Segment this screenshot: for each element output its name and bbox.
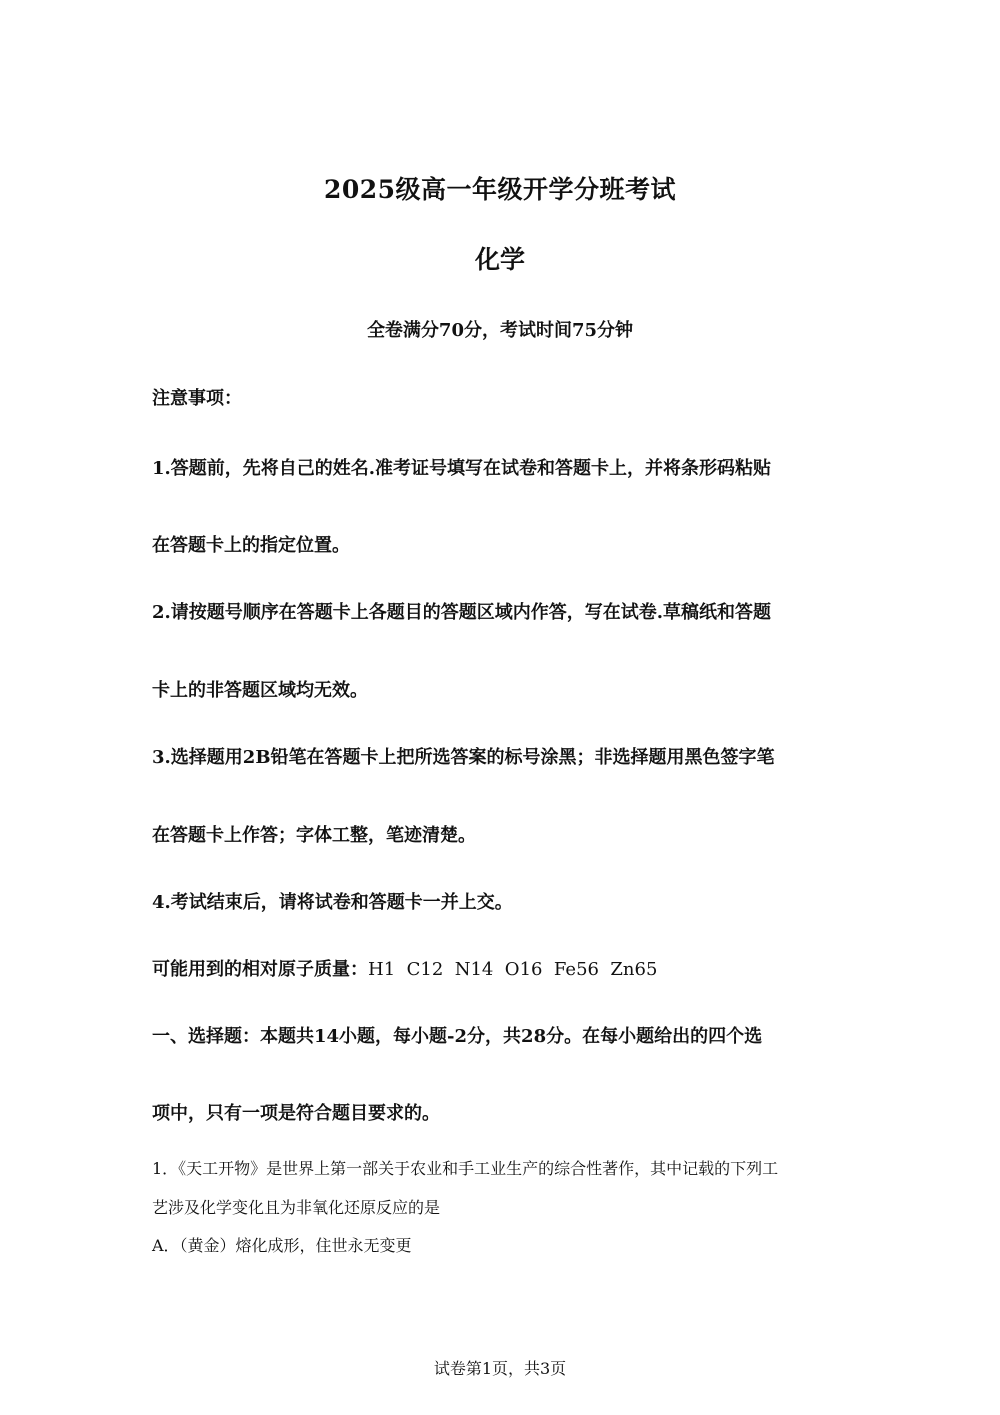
note-2-line-2: 卡上的非答题区域均无效。 <box>152 680 368 701</box>
note-1-line-2: 在答题卡上的指定位置。 <box>152 535 350 556</box>
question-1-option-a: A．（黄金）熔化成形，住世永无变更 <box>152 1236 412 1255</box>
note-1-line-1: 1.答题前，先将自己的姓名.准考证号填写在试卷和答题卡上，并将条形码粘贴 <box>152 458 772 479</box>
atomic-mass-label: 可能用到的相对原子质量： <box>152 959 368 980</box>
exam-info: 全卷满分70分，考试时间75分钟 <box>366 320 634 341</box>
question-1-stem-line-1: 1．《天工开物》是世界上第一部关于农业和手工业生产的综合性著作，其中记载的下列工 <box>152 1159 779 1178</box>
atomic-mass-values: H1 C12 N14 O16 Fe56 Zn65 <box>368 959 658 980</box>
note-2-line-1: 2.请按题号顺序在答题卡上各题目的答题区域内作答，写在试卷.草稿纸和答题 <box>152 602 772 623</box>
exam-title: 2025级高一年级开学分班考试 <box>323 175 677 204</box>
subject-title: 化学 <box>474 245 525 274</box>
note-3-line-1: 3.选择题用2B铅笔在答题卡上把所选答案的标号涂黑；非选择题用黑色签字笔 <box>152 747 775 768</box>
page-footer: 试卷第1页，共3页 <box>433 1359 567 1378</box>
note-4-line-1: 4.考试结束后，请将试卷和答题卡一并上交。 <box>152 892 513 913</box>
section-1-line-2: 项中，只有一项是符合题目要求的。 <box>152 1103 440 1124</box>
section-1-line-1: 一、选择题：本题共14小题，每小题-2分，共28分。在每小题给出的四个选 <box>152 1026 763 1047</box>
atomic-mass-line <box>152 955 657 981</box>
notes-heading: 注意事项： <box>152 388 242 409</box>
note-3-line-2: 在答题卡上作答；字体工整，笔迹清楚。 <box>152 825 476 846</box>
question-1-stem-line-2: 艺涉及化学变化且为非氧化还原反应的是 <box>152 1198 441 1217</box>
